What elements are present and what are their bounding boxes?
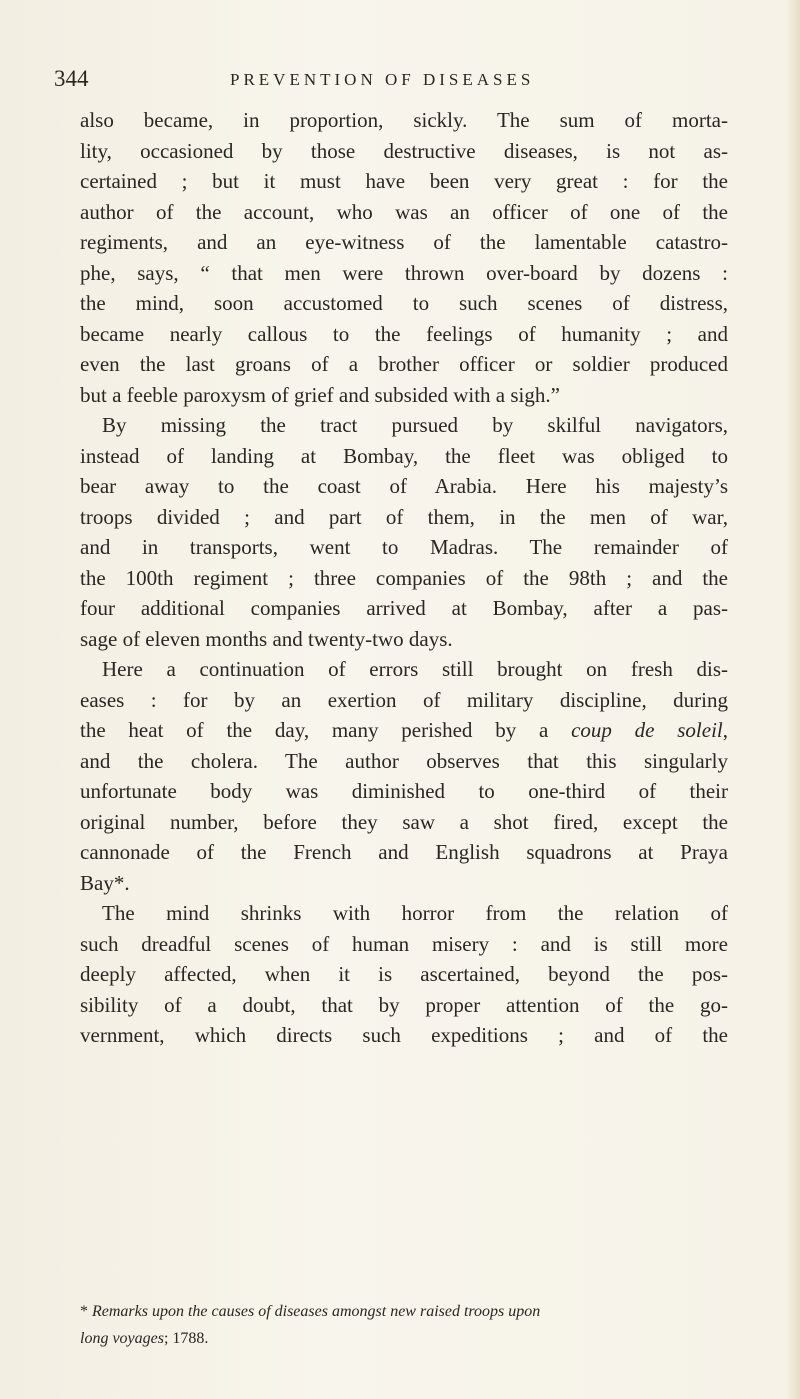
- text-line: such dreadful scenes of human misery : and is still more: [80, 931, 728, 956]
- running-title: PREVENTION OF DISEASES: [230, 70, 535, 89]
- text-line: four additional companies arrived at Bombay, after a pas-: [80, 596, 728, 620]
- text-line-with-italic: [80, 715, 728, 746]
- text-line: unfortunate body was diminished to one-third of their: [80, 779, 728, 803]
- text-line: bear away to the coast of Arabia. Here his majesty’s: [80, 474, 728, 498]
- text-line: regiments, and an eye-witness of the lamentable catastro-: [80, 230, 728, 254]
- page-number: 344: [54, 66, 89, 91]
- text-line: By missing the tract pursued by skilful navigators,: [102, 413, 728, 437]
- text-line: but a feeble paroxysm of grief and subsided with a sigh.”: [80, 382, 560, 407]
- footnote-title-cont: long voyages: [80, 1330, 164, 1347]
- text-line: original number, before they saw a shot fired, except the: [80, 809, 728, 834]
- text-line: Bay*.: [80, 870, 130, 895]
- text-line: certained ; but it must have been very great : for the: [80, 169, 728, 193]
- text-line: vernment, which directs such expeditions ; and of the: [80, 1023, 728, 1047]
- text-line: troops divided ; and part of them, in the men of war,: [80, 504, 728, 529]
- text-line: and the cholera. The author observes that this singularly: [80, 748, 728, 773]
- italic-phrase: coup de soleil: [571, 718, 723, 742]
- footnote-line: [80, 1325, 728, 1352]
- text-line: sage of eleven months and twenty-two days.: [80, 626, 453, 651]
- text-line: even the last groans of a brother officer or soldier produced: [80, 352, 728, 376]
- text-line: sibility of a doubt, that by proper attention of the go-: [80, 992, 728, 1017]
- text-line: lity, occasioned by those destructive diseases, is not as-: [80, 138, 728, 163]
- text-line: also became, in proportion, sickly. The sum of morta-: [80, 108, 728, 132]
- text-line: The mind shrinks with horror from the relation of: [102, 901, 728, 925]
- text-line: eases : for by an exertion of military discipline, during: [80, 687, 728, 712]
- footnote-line: [80, 1298, 728, 1325]
- text-line: phe, says, “ that men were thrown over-board by dozens :: [80, 260, 728, 285]
- text-line: the 100th regiment ; three companies of the 98th ; and the: [80, 565, 728, 590]
- text-line: and in transports, went to Madras. The remainder of: [80, 535, 728, 559]
- text-line: deeply affected, when it is ascertained, beyond the pos-: [80, 962, 728, 986]
- footnote-year: ; 1788.: [163, 1330, 209, 1347]
- text-fragment: ,: [722, 718, 728, 742]
- text-line: the mind, soon accustomed to such scenes of distress,: [80, 291, 728, 315]
- body-text: [80, 105, 728, 1051]
- text-line: became nearly callous to the feelings of humanity ; and: [80, 321, 728, 346]
- running-head: [54, 66, 754, 96]
- text-fragment: the heat of the day, many perished by a: [80, 718, 572, 742]
- text-line: cannonade of the French and English squadrons at Praya: [80, 840, 728, 864]
- footnote-title: Remarks upon the causes of diseases amongst new raised troops upon: [92, 1303, 541, 1320]
- text-line: Here a continuation of errors still brought on fresh dis-: [102, 657, 728, 681]
- text-line: instead of landing at Bombay, the fleet was obliged to: [80, 443, 728, 468]
- page-edge-shading: [786, 0, 800, 1399]
- footnote-marker: *: [80, 1303, 92, 1320]
- footnote: [80, 1298, 728, 1352]
- text-line: author of the account, who was an officer of one of the: [80, 199, 728, 224]
